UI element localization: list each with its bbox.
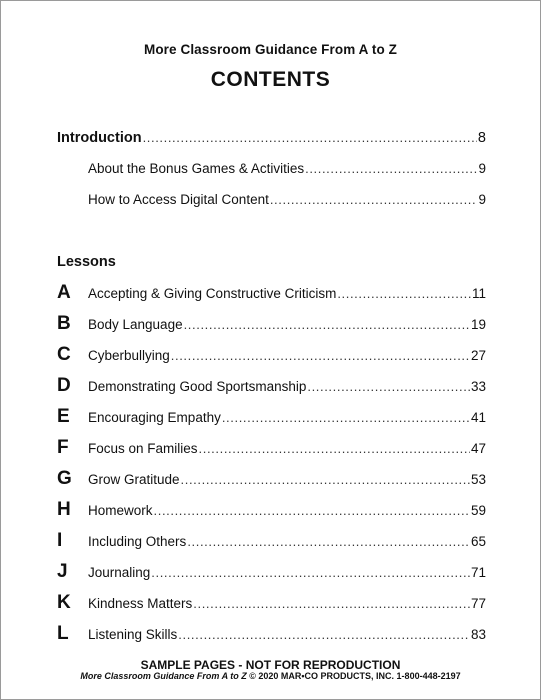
toc-entry-lesson <box>88 286 486 301</box>
toc-entry-label: Encouraging Empathy <box>88 410 221 425</box>
toc-page-number: 65 <box>470 534 486 549</box>
toc-entry-label: Homework <box>88 503 153 518</box>
toc-entry-label: Focus on Families <box>88 441 198 456</box>
toc-entry-introduction <box>57 130 486 146</box>
toc-page-number: 19 <box>470 317 486 332</box>
toc-entry-lesson <box>88 317 486 332</box>
toc-page-number: 71 <box>470 565 486 580</box>
dot-leader <box>181 472 470 487</box>
toc-entry-label: Listening Skills <box>88 627 178 642</box>
toc-entry-lesson <box>88 534 486 549</box>
toc-entry-label: Kindness Matters <box>88 596 193 611</box>
toc-entry-label: Journaling <box>88 565 151 580</box>
dot-leader <box>151 565 470 580</box>
toc-entry-label: Accepting & Giving Constructive Criticism <box>88 286 337 301</box>
toc-entry-label: Demonstrating Good Sportsmanship <box>88 379 307 394</box>
toc-entry-lesson <box>88 441 486 456</box>
toc-page-number: 77 <box>470 596 486 611</box>
toc-entry-lesson <box>88 565 486 580</box>
dot-leader <box>193 596 470 611</box>
footer-copyright: © 2020 MAR•CO PRODUCTS, INC. 1-800-448-2197 <box>249 671 461 681</box>
dot-leader <box>305 161 477 176</box>
dot-leader <box>187 534 470 549</box>
dot-leader <box>171 348 470 363</box>
toc-entry-label: How to Access Digital Content <box>88 192 269 207</box>
lesson-letter: G <box>57 468 72 489</box>
toc-entry-lesson <box>88 472 486 487</box>
toc-entry-label: Body Language <box>88 317 183 332</box>
dot-leader <box>178 627 470 642</box>
lesson-letter: E <box>57 406 70 427</box>
toc-page-number: 41 <box>470 410 486 425</box>
lesson-letter: F <box>57 437 69 458</box>
toc-page-number: 83 <box>470 627 486 642</box>
toc-entry-lesson <box>88 348 486 363</box>
lesson-letter: C <box>57 344 71 365</box>
lesson-letter: I <box>57 530 63 551</box>
toc-page-number: 59 <box>470 503 486 518</box>
toc-entry-label: About the Bonus Games & Activities <box>88 161 305 176</box>
toc-entry-label: Cyberbullying <box>88 348 170 363</box>
dot-leader <box>143 130 477 145</box>
dot-leader <box>307 379 470 394</box>
toc-page-number: 47 <box>470 441 486 456</box>
toc-entry-lesson <box>88 627 486 642</box>
toc-page-number: 11 <box>471 286 486 301</box>
lesson-letter: B <box>57 313 71 334</box>
lesson-letter: J <box>57 561 68 582</box>
dot-leader <box>270 192 478 207</box>
toc-page-number: 9 <box>478 192 486 207</box>
toc-entry-lesson <box>88 410 486 425</box>
dot-leader <box>337 286 471 301</box>
toc-page-number: 53 <box>470 472 486 487</box>
toc-entry-label: Introduction <box>57 130 142 146</box>
dot-leader <box>222 410 470 425</box>
dot-leader <box>199 441 470 456</box>
lessons-heading: Lessons <box>57 254 116 270</box>
contents-heading: CONTENTS <box>210 68 331 91</box>
toc-entry-lesson <box>88 503 486 518</box>
footer-book-name: More Classroom Guidance From A to Z <box>80 671 247 681</box>
toc-page-number: 27 <box>470 348 486 363</box>
lesson-letter: A <box>57 282 71 303</box>
footer-copyright-line <box>1 671 540 681</box>
book-title: More Classroom Guidance From A to Z <box>143 42 398 57</box>
dot-leader <box>184 317 470 332</box>
toc-entry-digital-content <box>88 192 486 207</box>
toc-entry-bonus-games <box>88 161 486 176</box>
toc-page-number: 9 <box>478 161 486 176</box>
toc-entry-lesson <box>88 379 486 394</box>
toc-page-number: 8 <box>477 130 486 146</box>
lesson-letter: H <box>57 499 71 520</box>
toc-page-number: 33 <box>470 379 486 394</box>
lesson-letter: K <box>57 592 71 613</box>
dot-leader <box>154 503 470 518</box>
lesson-letter: D <box>57 375 71 396</box>
lesson-letter: L <box>57 623 69 644</box>
toc-entry-label: Grow Gratitude <box>88 472 180 487</box>
footer-notice: SAMPLE PAGES - NOT FOR REPRODUCTION <box>140 658 401 672</box>
toc-entry-lesson <box>88 596 486 611</box>
toc-entry-label: Including Others <box>88 534 187 549</box>
